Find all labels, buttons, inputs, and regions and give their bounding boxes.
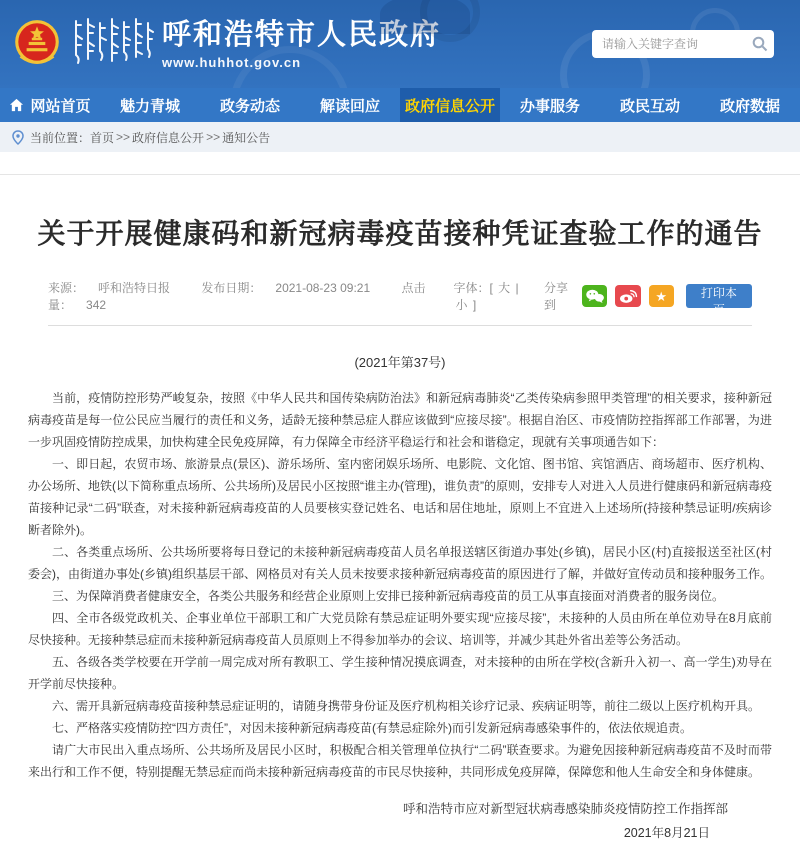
document-number: (2021年第37号) bbox=[354, 355, 446, 370]
breadcrumb-label: 当前位置： bbox=[30, 130, 91, 145]
publish-date-field: 发布日期： 2021-08-23 09:21 bbox=[201, 281, 371, 295]
site-url: www.huhhot.gov.cn bbox=[162, 54, 302, 70]
page-title: 关于开展健康码和新冠病毒疫苗接种凭证查验工作的通告 bbox=[37, 218, 763, 249]
wechat-icon bbox=[584, 288, 606, 304]
breadcrumb-separator: >> bbox=[116, 130, 131, 144]
paragraph: 三、为保障消费者健康安全，各类公共服务和经营企业原则上安排已接种新冠病毒疫苗的员工从事直接面对消费者的服务岗位。 bbox=[52, 589, 725, 603]
paragraph: 四、全市各级党政机关、企事业单位干部职工和广大党员除有禁忌症证明外要实现“应接尽接”，未接种的人员由所在单位劝导在8月底前尽快接种。无接种禁忌症而未接种新冠病毒疫苗人员原则上不得参加举办的会议、培训等，并减少其赴外省出差等公务活动。 bbox=[28, 611, 772, 647]
signature-block bbox=[28, 797, 772, 845]
paragraph: 一、即日起，农贸市场、旅游景点(景区)、游乐场所、室内密闭娱乐场所、电影院、文化馆、图书馆、宾馆酒店、商场超市、医疗机构、办公场所、地铁(以下简称重点场所、公共场所)及居民小区按照“谁主办(管理)，谁负责”的原则，安排专人对进入人员进行健康码和新冠病毒疫苗接种记录“二码”联查，对未接种新冠病毒疫苗的人员要核实登记姓名、电话和居住地址，原则上不宜进入上述场所(持接种禁忌证明/疾病诊断者除外)。 bbox=[28, 457, 772, 537]
nav-item-label: 魅力青城 bbox=[119, 97, 180, 115]
home-icon bbox=[9, 98, 24, 112]
breadcrumb-separator: >> bbox=[206, 130, 221, 144]
publish-date-value: 2021-08-23 09:21 bbox=[275, 281, 371, 295]
source-field: 来源： 呼和浩特日报 bbox=[48, 281, 171, 295]
article-container bbox=[0, 174, 800, 845]
paragraph: 当前，疫情防控形势严峻复杂，按照《中华人民共和国传染病防治法》和新冠病毒肺炎“乙类传染病参照甲类管理”的相关要求，接种新冠病毒疫苗是每一位公民应当履行的责任和义务，适龄无接种禁忌症人群应该做到“应接尽接”。根据自治区、市疫情防控指挥部工作部署，为进一步巩固疫情防控成果，加快构建全民免疫屏障，有力保障全市经济平稳运行和社会和谐稳定，现就有关事项通告如下： bbox=[28, 391, 772, 449]
nav-item-label: 政府数据 bbox=[719, 97, 780, 115]
breadcrumb-item-notices: 通知公告 bbox=[222, 130, 271, 145]
nav-item-label: 政民互动 bbox=[619, 97, 680, 115]
article-body bbox=[28, 387, 772, 783]
paragraph: 七、严格落实疫情防控“四方责任”，对因未接种新冠病毒疫苗(有禁忌症除外)而引发新冠病毒感染事件的，依法依规追责。 bbox=[52, 721, 692, 735]
nav-item-label: 政务动态 bbox=[219, 97, 280, 115]
meta-divider bbox=[48, 325, 752, 326]
main-nav bbox=[0, 88, 800, 122]
font-larger-button[interactable]: 大 bbox=[498, 281, 511, 295]
nav-item-interpretation[interactable] bbox=[300, 88, 400, 122]
nav-item-charm[interactable] bbox=[100, 88, 200, 122]
nav-item-interaction[interactable] bbox=[600, 88, 700, 122]
article-meta-bar bbox=[28, 279, 772, 317]
nav-item-gov-data[interactable] bbox=[700, 88, 800, 122]
views-value: 342 bbox=[86, 298, 107, 312]
article-meta-left bbox=[48, 279, 453, 313]
nav-item-label: 办事服务 bbox=[519, 97, 580, 115]
paragraph: 二、各类重点场所、公共场所要将每日登记的未接种新冠病毒疫苗人员名单报送辖区街道办事处(乡镇)，居民小区(村)直接报送至社区(村委会)，由街道办事处(乡镇)组织基层干部、网格员对有关人员未按要求接种新冠病毒疫苗的原因进行了解，并做好宣传动员和接种服务工作。 bbox=[28, 545, 772, 581]
issue-date: 2021年8月21日 bbox=[623, 826, 710, 840]
paragraph: 六、需开具新冠病毒疫苗接种禁忌症证明的，请随身携带身份证及医疗机构相关诊疗记录、疾病证明等，前往二级以上医疗机构开具。 bbox=[52, 699, 761, 713]
nav-item-label: 网站首页 bbox=[30, 97, 91, 115]
location-pin-icon bbox=[12, 130, 24, 145]
weibo-icon bbox=[617, 288, 639, 304]
nav-item-gov-news[interactable] bbox=[200, 88, 300, 122]
nav-item-label: 政府信息公开 bbox=[404, 97, 495, 115]
article-meta-right bbox=[453, 279, 752, 317]
font-size-control: 字体：[ 大 | 小 ] bbox=[453, 281, 519, 312]
breadcrumb-item-info-disclosure[interactable]: 政府信息公开 bbox=[132, 130, 205, 145]
paragraph: 请广大市民出入重点场所、公共场所及居民小区时，积极配合相关管理单位执行“二码”联查要求。为避免因接种新冠病毒疫苗不及时而带来出行和工作不便，特别提醒无禁忌症而尚未接种新冠病毒疫苗的市民尽快接种，共同形成免疫屏障，保障您和他人生命安全和身体健康。 bbox=[28, 743, 772, 779]
nav-item-home[interactable] bbox=[0, 88, 100, 122]
nav-item-info-disclosure-active[interactable] bbox=[400, 88, 500, 122]
search-input[interactable] bbox=[592, 30, 774, 58]
source-value: 呼和浩特日报 bbox=[98, 281, 171, 295]
print-page-button[interactable]: 打印本页 bbox=[686, 284, 752, 308]
search-icon[interactable] bbox=[752, 36, 768, 52]
nav-item-label: 解读回应 bbox=[319, 97, 380, 115]
mongolian-script bbox=[70, 15, 154, 73]
views-field: 点击量： 342 bbox=[48, 281, 426, 312]
font-smaller-button[interactable]: 小 bbox=[455, 298, 468, 312]
breadcrumb-item-home[interactable]: 首页 bbox=[90, 130, 115, 145]
star-icon: ★ bbox=[655, 288, 667, 304]
share-label: 分享到 bbox=[544, 281, 569, 312]
paragraph: 五、各级各类学校要在开学前一周完成对所有教职工、学生接种情况摸底调查，对未接种的由所在学校(含新升入初一、高一学生)劝导在开学前尽快接种。 bbox=[28, 655, 772, 691]
favorite-star-button[interactable] bbox=[649, 285, 674, 307]
weibo-share-button[interactable] bbox=[615, 285, 640, 307]
nav-item-services[interactable] bbox=[500, 88, 600, 122]
national-emblem-icon[interactable] bbox=[14, 17, 60, 71]
wechat-share-button[interactable] bbox=[582, 285, 607, 307]
breadcrumb bbox=[0, 122, 800, 152]
issuing-authority: 呼和浩特市应对新型冠状病毒感染肺炎疫情防控工作指挥部 bbox=[402, 802, 728, 816]
site-header bbox=[0, 0, 800, 88]
site-name: 呼和浩特市人民政府 bbox=[162, 18, 442, 51]
